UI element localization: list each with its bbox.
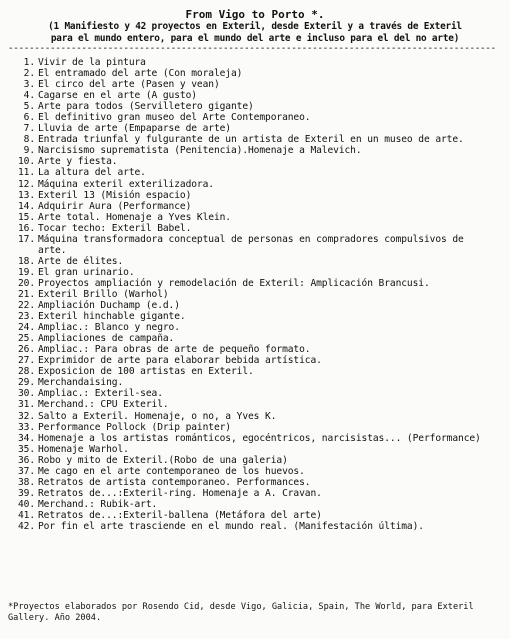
list-item-number: 16.	[17, 222, 35, 234]
list-item	[8, 267, 502, 278]
list-item-number: 7.	[23, 123, 35, 135]
list-item	[8, 521, 502, 532]
list-item-number: 29.	[17, 377, 35, 389]
list-item-number: 28.	[17, 366, 35, 378]
subtitle-line-2: para el mundo entero, para el mundo del arte e incluso para el del no arte)	[50, 32, 460, 44]
list-item-text: Entrada triunfal y fulgurante de un artista de Exteril en un museo de arte.	[38, 134, 464, 146]
list-item	[8, 156, 502, 167]
list-item-text: Retratos de...:Exteril-ring. Homenaje a A. Cravan.	[38, 487, 322, 499]
list-item-number: 26.	[17, 344, 35, 356]
list-item-text: Por fin el arte trasciende en el mundo real. (Manifestación última).	[38, 520, 424, 532]
list-item	[8, 488, 502, 499]
list-item	[8, 289, 502, 300]
list-item	[8, 477, 502, 488]
list-item-text: El entramado del arte (Con moraleja)	[38, 68, 243, 80]
list-item-number: 27.	[17, 355, 35, 367]
list-item-text: Retratos de...:Exteril-ballena (Metáfora del arte)	[38, 509, 322, 521]
list-item-number: 22.	[17, 300, 35, 312]
list-item	[8, 190, 502, 201]
list-item	[8, 444, 502, 455]
list-item	[8, 355, 502, 366]
list-item-number: 13.	[17, 189, 35, 201]
list-item	[8, 79, 502, 90]
list-item	[8, 311, 502, 322]
list-item	[8, 322, 502, 333]
list-item-number: 2.	[23, 68, 35, 80]
list-item	[8, 101, 502, 112]
list-item	[8, 366, 502, 377]
list-item-text: Arte de élites.	[38, 255, 124, 267]
list-item	[8, 510, 502, 521]
list-item-text: Ampliaciones de campaña.	[38, 333, 175, 345]
list-item-text: El gran urinario.	[38, 266, 135, 278]
list-item-number: 18.	[17, 255, 35, 267]
list-item-number: 41.	[17, 509, 35, 521]
list-item-text: Homenaje a los artistas románticos, egocéntricos, narcisistas... (Performance)	[38, 432, 481, 444]
footnote: *Proyectos elaborados por Rosendo Cid, desde Vigo, Galicia, Spain, The World, para Exteril Gallery. Año 2004.	[8, 602, 474, 623]
list-item-text: Adquirir Aura (Performance)	[38, 200, 192, 212]
project-list	[8, 57, 502, 532]
list-item-number: 34.	[17, 432, 35, 444]
list-item-number: 1.	[23, 57, 35, 68]
list-item	[8, 377, 502, 388]
list-item	[8, 234, 502, 256]
list-item-number: 30.	[17, 388, 35, 400]
list-item-text: Vivir de la pintura	[38, 57, 146, 68]
list-item	[8, 57, 502, 68]
list-item	[8, 278, 502, 289]
list-item-text: Robo y mito de Exteril.(Robo de una galeria)	[38, 454, 288, 466]
list-item-number: 8.	[23, 134, 35, 146]
list-item-number: 10.	[17, 156, 35, 168]
list-item-text: El circo del arte (Pasen y vean)	[38, 79, 220, 91]
list-item-text: Merchandaising.	[38, 377, 124, 389]
list-item-number: 42.	[17, 520, 35, 532]
list-item-text: Proyectos ampliación y remodelación de Exteril: Amplicación Brancusi.	[38, 277, 430, 289]
list-item-number: 40.	[17, 498, 35, 510]
list-item	[8, 123, 502, 134]
list-item-number: 38.	[17, 476, 35, 488]
list-item-number: 12.	[17, 178, 35, 190]
list-item-number: 23.	[17, 311, 35, 323]
list-item	[8, 300, 502, 311]
list-item-number: 17.	[17, 233, 35, 245]
list-item-text: Exteril hinchable gigante.	[38, 311, 186, 323]
list-item-text: Exteril Brillo (Warhol)	[38, 288, 169, 300]
list-item	[8, 90, 502, 101]
list-item	[8, 112, 502, 123]
list-item-text: Cagarse en el arte (A gusto)	[38, 90, 197, 102]
list-item	[8, 455, 502, 466]
list-item-text: Arte y fiesta.	[38, 156, 118, 168]
list-item-text: Homenaje Warhol.	[38, 443, 129, 455]
list-item	[8, 256, 502, 267]
list-item-number: 36.	[17, 454, 35, 466]
list-item-number: 21.	[17, 288, 35, 300]
list-item-number: 33.	[17, 421, 35, 433]
list-item-text: Lluvia de arte (Empaparse de arte)	[38, 123, 231, 135]
list-item-text: Exprimidor de arte para elaborar bebida artística.	[38, 355, 322, 367]
list-item-text: Exteril 13 (Misión espacio)	[38, 189, 192, 201]
list-item-text: Ampliac.: Blanco y negro.	[38, 322, 180, 334]
list-item	[8, 68, 502, 79]
list-item-number: 14.	[17, 200, 35, 212]
list-item	[8, 466, 502, 477]
list-item	[8, 212, 502, 223]
list-item-text: Arte para todos (Servilletero gigante)	[38, 101, 254, 113]
list-item-text: El definitivo gran museo del Arte Contemporaneo.	[38, 112, 311, 124]
page-title: From Vigo to Porto *.	[185, 8, 325, 21]
list-item-text: Performance Pollock (Drip painter)	[38, 421, 231, 433]
list-item	[8, 145, 502, 156]
list-item-text: Tocar techo: Exteril Babel.	[38, 222, 192, 234]
list-item-text: Máquina transformadora conceptual de personas en compradores compulsivos de arte.	[38, 233, 464, 256]
list-item-text: La altura del arte.	[38, 167, 146, 179]
list-item-number: 35.	[17, 443, 35, 455]
list-item	[8, 399, 502, 410]
list-item-number: 4.	[23, 90, 35, 102]
list-item-text: Ampliación Duchamp (e.d.)	[38, 300, 180, 312]
list-item	[8, 388, 502, 399]
list-item-number: 37.	[17, 465, 35, 477]
list-item-number: 31.	[17, 399, 35, 411]
list-item-text: Me cago en el arte contemporaneo de los huevos.	[38, 465, 305, 477]
dashed-divider: ---------------------------------------------------------------------------------------------	[8, 44, 496, 54]
list-item-number: 24.	[17, 322, 35, 334]
list-item	[8, 223, 502, 234]
list-item-text: Merchand.: CPU Exteril.	[38, 399, 169, 411]
list-item	[8, 433, 502, 444]
list-item-text: Retratos de artista contemporaneo. Performances.	[38, 476, 311, 488]
list-item-number: 11.	[17, 167, 35, 179]
list-item-number: 19.	[17, 266, 35, 278]
list-item-text: Narcisismo suprematista (Penitencia).Homenaje a Malevich.	[38, 145, 362, 157]
list-item	[8, 179, 502, 190]
list-item-text: Ampliac.: Exteril-sea.	[38, 388, 163, 400]
list-item	[8, 333, 502, 344]
list-item	[8, 344, 502, 355]
list-item-text: Merchand.: Rubik-art.	[38, 498, 158, 510]
subtitle-line-1: (1 Manifiesto y 42 proyectos en Exteril, desde Exteril y a través de Exteril	[48, 21, 462, 32]
list-item-number: 15.	[17, 211, 35, 223]
list-item	[8, 134, 502, 145]
list-item-number: 6.	[23, 112, 35, 124]
list-item-number: 32.	[17, 410, 35, 422]
list-item	[8, 167, 502, 178]
list-item-text: Exposicion de 100 artistas en Exteril.	[38, 366, 254, 378]
list-item-number: 25.	[17, 333, 35, 345]
list-item	[8, 499, 502, 510]
list-item-text: Salto a Exteril. Homenaje, o no, a Yves K.	[38, 410, 277, 422]
list-item-text: Arte total. Homenaje a Yves Klein.	[38, 211, 231, 223]
list-item-number: 5.	[23, 101, 35, 113]
list-item-number: 9.	[23, 145, 35, 157]
list-item-text: Máquina exteril exterilizadora.	[38, 178, 214, 190]
list-item-number: 3.	[23, 79, 35, 91]
list-item-text: Ampliac.: Para obras de arte de pequeño formato.	[38, 344, 311, 356]
list-item-number: 39.	[17, 487, 35, 499]
list-item	[8, 422, 502, 433]
list-item	[8, 201, 502, 212]
list-item-number: 20.	[17, 277, 35, 289]
list-item	[8, 411, 502, 422]
